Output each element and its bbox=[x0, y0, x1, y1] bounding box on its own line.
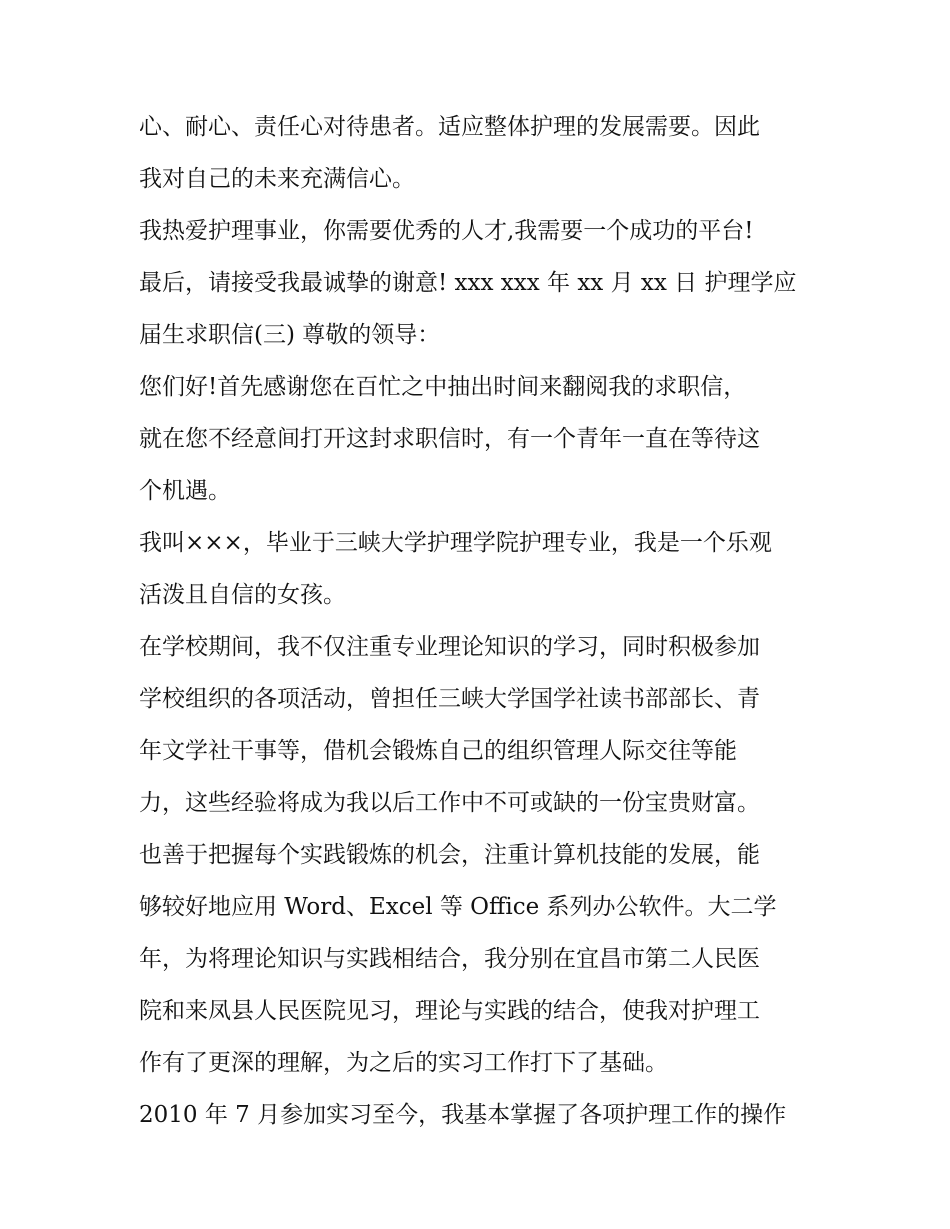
text-line-5: 届生求职信(三) 尊敬的领导： bbox=[139, 322, 441, 348]
text-line-15: 也善于把握每个实践锻炼的机会，注重计算机技能的发展，能 bbox=[139, 842, 760, 868]
text-line-9: 我叫×××，毕业于三峡大学护理学院护理专业，我是一个乐观 bbox=[139, 530, 772, 556]
text-line-4: 最后，请接受我最诚挚的谢意! xxx xxx 年 xx 月 xx 日 护理学应 bbox=[139, 270, 797, 296]
text-line-1: 心、耐心、责任心对待患者。适应整体护理的发展需要。因此 bbox=[139, 114, 760, 140]
text-line-8: 个机遇。 bbox=[139, 478, 231, 504]
text-line-18: 院和来凤县人民医院见习，理论与实践的结合，使我对护理工 bbox=[139, 998, 760, 1024]
text-line-2: 我对自己的未来充满信心。 bbox=[139, 166, 415, 192]
text-line-10: 活泼且自信的女孩。 bbox=[139, 582, 346, 608]
text-line-3: 我热爱护理事业，你需要优秀的人才,我需要一个成功的平台! bbox=[139, 218, 754, 244]
document-body bbox=[139, 101, 819, 1141]
text-line-17: 年，为将理论知识与实践相结合，我分别在宜昌市第二人民医 bbox=[139, 946, 760, 972]
text-line-11: 在学校期间，我不仅注重专业理论知识的学习，同时积极参加 bbox=[139, 634, 760, 660]
text-line-7: 就在您不经意间打开这封求职信时，有一个青年一直在等待这 bbox=[139, 426, 760, 452]
text-line-16: 够较好地应用 Word、Excel 等 Office 系列办公软件。大二学 bbox=[139, 894, 777, 920]
text-line-19: 作有了更深的理解，为之后的实习工作打下了基础。 bbox=[139, 1050, 668, 1076]
text-line-14: 力，这些经验将成为我以后工作中不可或缺的一份宝贵财富。 bbox=[139, 790, 760, 816]
text-line-20: 2010 年 7 月参加实习至今，我基本掌握了各项护理工作的操作 bbox=[139, 1102, 787, 1128]
text-line-13: 年文学社干事等，借机会锻炼自己的组织管理人际交往等能 bbox=[139, 738, 737, 764]
text-line-12: 学校组织的各项活动，曾担任三峡大学国学社读书部部长、青 bbox=[139, 686, 760, 712]
text-line-6: 您们好!首先感谢您在百忙之中抽出时间来翻阅我的求职信， bbox=[139, 374, 747, 400]
